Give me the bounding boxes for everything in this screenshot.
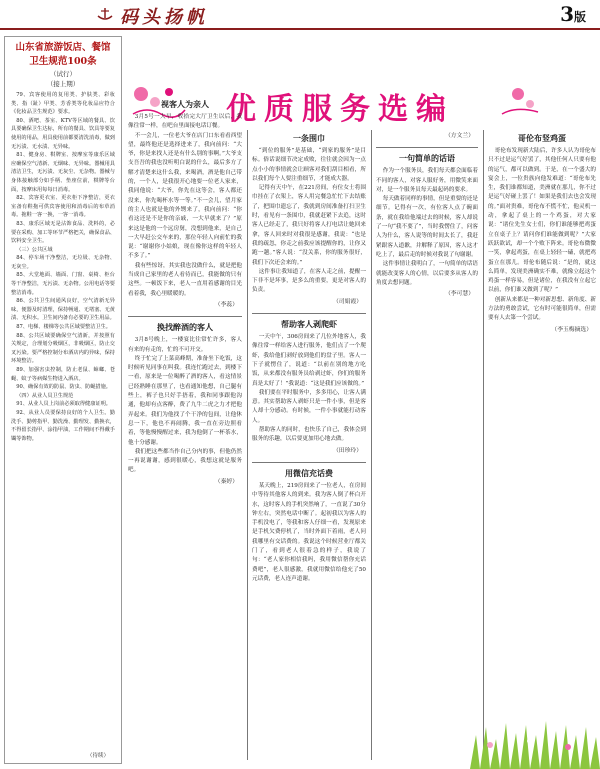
article-byline: （秦婷） (214, 478, 238, 485)
article-column-2 (128, 96, 242, 493)
article-byline: （李玉梅摘选） (551, 326, 592, 333)
left-column-subtitle: （试行） (50, 70, 76, 78)
article-divider (252, 462, 366, 463)
article-divider (376, 147, 478, 148)
article-byline: （田珍玲） (333, 447, 362, 454)
left-column-title: 山东省旅游饭店、餐馆 卫生规范100条 (15, 42, 111, 67)
article: 用微信充话费 某天晚上，219房间来了一位老人，在房间中等待其他客人的到来。我为客人倒了杯白开水，这时客人的手机突然响了，一直说了30分钟左右，突然电话中断了。起初我以为客人的手机没电了，等我和客人仔细一看，发现原来是手机欠费停机了，当时外面下着雨，老人问我哪里有交话费的。我说这个时候营业厅都关门了，看到老人很着急的样子，我说了句：“老人家你相信我吗，我用微信帮你充话费吧”，老人很感激，我就用微信给他充了50元话费，老人连声道谢。 (252, 467, 366, 582)
article-title: 一句简单的话语 (399, 153, 455, 164)
article-title: 帮助客人剥爬虾 (281, 319, 337, 330)
section-banner: 优质服务选编 (226, 92, 454, 127)
article: 哥伦布竖鸡蛋 哥伦布发现新大陆后，许多人认为哥伦布只不过是运气好罢了，其他任何人只要有他的运气，都可以做到。于是，在一个盛大的宴会上，一位贵族向他发难道：“哥伦布先生，我们谁都知道，美洲就在那儿，你不过是运气好碰上罢了！如果是我们去也会发现的。”面对贵难，哥伦布不慌不忙，他灵机一动，拿起了桌上的一个鸡蛋，对大家说：“诸位先生女士们，你们谁能够把鸡蛋立在桌子上？请问你们谁能做到呢？”大家跃跃欲试，却一个个败下阵来。哥伦布微微一笑，拿起鸡蛋，在桌上轻轻一磕，就把鸡蛋立在那儿。哥伦布随后说：“是的，就这么简单，发现美洲确实不难，就像立起这个鸡蛋一样容易，但是诸位，在我没有立起它以前，你们谁又做到了呢？” 创新从来都是一种对新思想、新角度、新方法的勇敢尝试，它有时可能很简单，但需要有人去第一个尝试。 （李玉梅摘选） (488, 132, 596, 335)
article-title: 视客人为亲人 (161, 99, 209, 109)
article-divider (128, 316, 242, 317)
anchor-icon (96, 6, 114, 20)
left-column (4, 36, 122, 764)
article-continued (376, 132, 478, 141)
column-divider (247, 130, 248, 760)
article: 帮助客人剥爬虾 一天中午，306房间来了几位外地客人，我像往常一样给客人进行服务，他们点了一个爬虾，我给他们剥好放到他们的盘子里。客人一下子就愣住了，说道：“以前在别的地方吃饭，从来都没有服务员给剥过虾，你们的服务真是太好了！”我说道：“这是我们应该做的。” 我们要在平时服务中，多多用心，让客人满意。其实帮助客人剥虾只是一件小事，但是客人却十分感动。有时候，一件小事就能打动客人。 帮助客人的同时，也快乐了自己，我体会到服务的乐趣，以后要更加用心地去做。 （田珍玲） (252, 318, 366, 456)
article: 一句简单的话语 作为一个服务员，我们每天都会面临着不同的客人，对客人服好务，用微笑来面对，是一个服务员每天最起码的要求。 每天做着同样的事情，但是重要的还是细节。记得有一次，有位客人点了碗面条，就在我给他端过去的时候，客人却说了一句“我不要了”，当时我愣住了，问客人为什么，客人说等的时间太长了，我赶紧跟客人道歉，并解释了原因，客人这才吃上了，最后走的时候对我说了句谢谢。 这件事情让我明白了，一句简单的话语就能改变客人的心情，以后要多从客人的角度去想问题。 （李可慧） (376, 152, 478, 299)
article-column-5 (488, 130, 596, 341)
article-byline: （方文兰） (445, 133, 474, 139)
left-column-footer: （待续） (86, 753, 109, 759)
masthead (0, 0, 600, 30)
newspaper-title: 码头扬帆 (120, 7, 208, 28)
article-divider (252, 313, 366, 314)
article-byline: （李可慧） (445, 291, 474, 298)
article: 换找醉酒的客人 3月8号晚上，一楼宴比往常忙许多，客人有来的有走的，忙的不可开交。 终于忙完了上菜高峰期，准备坐下吃饭，这时候听见同事在叫我。我连忙跑过去，到楼下一看，原来是一位喝醉了酒的客人，看这情景已经熟睡在那里了，也看通知他想，自己腿有些上，裤子也只好手捂着，我和同事跟他沟通，他却有点客醉，费了九牛二虎之力才把他弄起来。我们为他找了个干净的包间，让他休息一下，他也不再闹腾，我一直在旁边照看着，等他慢慢醒过来，我为他倒了一杯茶水，他十分感谢。 我们把这些都当作自己分内的事，但他仍然一再说谢谢，感到很暖心，我想这就是服务吧。 （秦婷） (128, 321, 242, 487)
article-column-4 (376, 130, 478, 305)
article-column-3 (252, 130, 366, 584)
article-title: 一条围巾 (293, 133, 325, 143)
left-column-continued: （接上期） (46, 80, 80, 88)
page-number: 3版 (560, 2, 586, 26)
grass-decoration-icon (470, 705, 600, 769)
column-divider (483, 130, 484, 760)
article-title: 用微信充话费 (285, 467, 333, 478)
flower-decoration-icon (500, 80, 540, 120)
article: 视客人为亲人 3月5号一大早，收拾完大厅卫生以后，我像往常一样，在吧台里面接电话订餐。 不一会儿，一位老大爷在店门口东看看西望望，最终他还是选择进来了，我向前问：“大爷，你是来找人还是有什么别的事啊。”大爷支支吾吾的我也没听明白说的什么，最后多方了解才清楚来这什么我，来喝酒，酒是他自己带的，一个人，是我很开心地要一位老人家来，我同他说：“大爷，你先在这等会，客人都还没来，你先喝杯水等一等。”不一会儿，望月家的主人也就是他的外甥来了，我向前问：“你看这还是不是你的亲戚，一大早就来了？”原来这是他的一个远房舅，没想到他来，是自己一大早赶公交车来的，那位年轻人向前忙的我说：“谢谢你小姑娘，现在像你这样的年轻人不多了。” 我有些惊讶，其实我也没做什么，就是把他当成自己家里的老人看待而已，我能做的只有这些。一顿饭下来，老人一直用着感谢的目光看着我，我心里暖暖的。 （李蕊） (128, 98, 242, 310)
article-title: 哥伦布竖鸡蛋 (518, 133, 566, 143)
article-title: 换找醉酒的客人 (157, 322, 213, 333)
left-column-body: 79、宾客使用的复用类、护肤类、彩妆类、指（趾）甲类、芳香类等化妆品应符合《化妆品卫生规范》要求。 80、酒吧、茶室、KTV等区域的餐具、饮具要确保卫生达标，所有的餐具、饮具等要复使用的用品，用具使用前都要清洗消毒，做到无污渍、无水渍、无异味。 81、健身房、棋牌室、按摩室等康乐区域应确保空气清新、无烟味、无异味。器械用具清洁卫生，无污渍、无灰尘、无杂物。器械与身体接触部分如手柄、垫座位前，棋牌等台面，按摩床用每每日消毒。 82、宾客更衣室、更衣柜下净整洁，更衣室备有鞋拖可供宾客使用和消毒后的布草消毒。拖鞋一客一换，一客一消毒。 83、康乐区域无是沾饰食品、洗料的，必要在采购、加工等环节严格把关，确保食品、饮料安全卫生。 （三）公共区域 84、停车场干净整洁，无垃圾、无杂物、无灰尘。 85、大堂地面、墙面、门窗、桌椅、柜台等干净整洁，无污渍、无杂物。公用电话等要整洁消毒。 86、公共卫生间通风良好，空气清新无异味，便器及时清理，保持畅通、无堵塞、无黄渍、无积水。卫生间内备有必要的卫生用品。 87、电梯、楼梯等公共区域要整洁卫生。 88、公共区域要确保空气清新，并按照有关规定，合理划分吸烟区，非吸烟区，防止交叉污染。要严格控制分布酒店内的异味，保持环境整洁。 89、加强害虫控制，防止老鼠、蟑螂、苍蝇、蚊子等病媒生物进入酒店。 90、确保有效的防鼠、防虫、防蝇措施。 （四）从业人员卫生规范 91、从业人员上岗前必须取得健康证明。 92、从业人员要保持良好的个人卫生。勤洗手、勤剪指甲、勤洗澡、勤理发、勤换衣，不得留长指甲、涂指甲油，工作期间不得戴手镯等饰物。 (11, 92, 115, 442)
article: 一条围巾 “到位的服务”是基础，“到家的服务”是目标。俗话说细节决定成败，往往就会因为一点点小小的事情就会让顾客对我们刮目相看，所以我们每个人要注重细节，才能成大器。 记得有天中午，在221房间，有位女士将围巾挂在了衣架上，客人用完餐急忙忙下去结账了，把围巾遗忘了，我就到房间准备打扫卫生时，看见有一条围巾，我就赶紧下去追，这时客人已经走了，我只好将客人打电话让她回来拿，客人回来时对我很是感谢，我说：“也是我的疏忽，你走之前我应该提醒你的，让你又跑一趟。”客人说：“没关系，你的服务很好，我们下次还会来的。” 这件事让我知道了，在客人走之前，提醒一下非不是坏事，是多么的重要，更是对客人的负责。 （司娟霞） (252, 132, 366, 307)
article-byline: （李蕊） (214, 301, 238, 308)
column-divider (371, 130, 372, 760)
article-byline: （司娟霞） (333, 298, 362, 305)
